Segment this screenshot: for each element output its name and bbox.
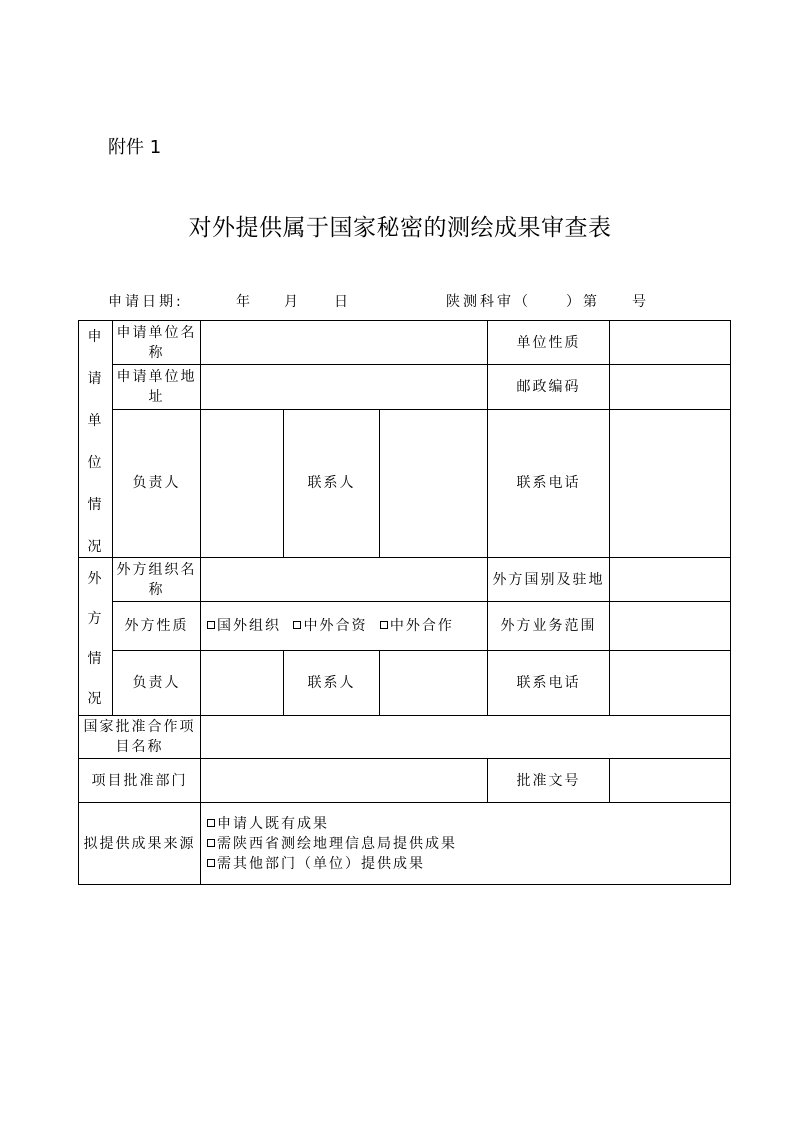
foreign-section-label: 外 方 情 况 [79,558,113,716]
source-option-bureau[interactable]: 需陕西省测绘地理信息局提供成果 [207,834,728,854]
day-label: 日 [334,294,351,310]
foreign-org-label: 外方组织名称 [113,558,201,602]
review-form-table [78,320,731,885]
ref-mid: ）第 [566,294,600,310]
applicant-head-label: 负责人 [113,409,201,557]
unit-nature-label: 单位性质 [488,321,610,365]
ref-suffix: 号 [632,294,649,310]
foreign-scope-label: 外方业务范围 [488,602,610,651]
apply-date-label: 申请日期: [108,294,184,310]
applicant-contact-label: 联系人 [284,409,380,557]
approval-doc-label: 批准文号 [488,759,610,803]
checkbox-icon[interactable] [207,819,215,827]
applicant-name-label: 申请单位名称 [113,321,201,365]
checkbox-icon[interactable] [207,859,215,867]
foreign-country-field[interactable] [610,558,731,602]
ref-prefix: 陕测科审（ [446,294,531,310]
applicant-contact-field[interactable] [380,409,488,557]
project-name-field[interactable] [201,716,731,759]
unit-nature-field[interactable] [610,321,731,365]
year-label: 年 [236,294,253,310]
foreign-country-label: 外方国别及驻地 [488,558,610,602]
checkbox-icon[interactable] [293,621,301,629]
checkbox-icon[interactable] [207,839,215,847]
attachment-label: 附件 1 [108,137,162,158]
applicant-address-label: 申请单位地址 [113,365,201,409]
foreign-phone-field[interactable] [610,651,731,716]
source-label: 拟提供成果来源 [79,803,201,885]
approval-doc-field[interactable] [610,759,731,803]
applicant-phone-label: 联系电话 [488,409,610,557]
option-joint-venture[interactable]: 中外合资 [293,618,367,634]
applicant-phone-field[interactable] [610,409,731,557]
option-cooperation[interactable]: 中外合作 [380,618,454,634]
foreign-phone-label: 联系电话 [488,651,610,716]
foreign-org-field[interactable] [201,558,488,602]
applicant-name-field[interactable] [201,321,488,365]
foreign-nature-label: 外方性质 [113,602,201,651]
source-option-existing[interactable]: 申请人既有成果 [207,814,728,834]
applicant-section-label: 申 请 单 位 情 况 [79,321,113,558]
option-foreign-org[interactable]: 国外组织 [207,618,281,634]
foreign-nature-options [201,602,488,651]
project-name-label: 国家批准合作项目名称 [79,716,201,759]
foreign-head-label: 负责人 [113,651,201,716]
foreign-contact-label: 联系人 [284,651,380,716]
applicant-head-field[interactable] [201,409,284,557]
source-option-other[interactable]: 需其他部门（单位）提供成果 [207,854,728,874]
checkbox-icon[interactable] [380,621,388,629]
month-label: 月 [284,294,301,310]
approval-dept-label: 项目批准部门 [79,759,201,803]
postcode-label: 邮政编码 [488,365,610,409]
form-title: 对外提供属于国家秘密的测绘成果审查表 [188,215,612,241]
foreign-contact-field[interactable] [380,651,488,716]
approval-dept-field[interactable] [201,759,488,803]
applicant-address-field[interactable] [201,365,488,409]
postcode-field[interactable] [610,365,731,409]
source-options [201,803,731,885]
checkbox-icon[interactable] [207,621,215,629]
foreign-scope-field[interactable] [610,602,731,651]
foreign-head-field[interactable] [201,651,284,716]
